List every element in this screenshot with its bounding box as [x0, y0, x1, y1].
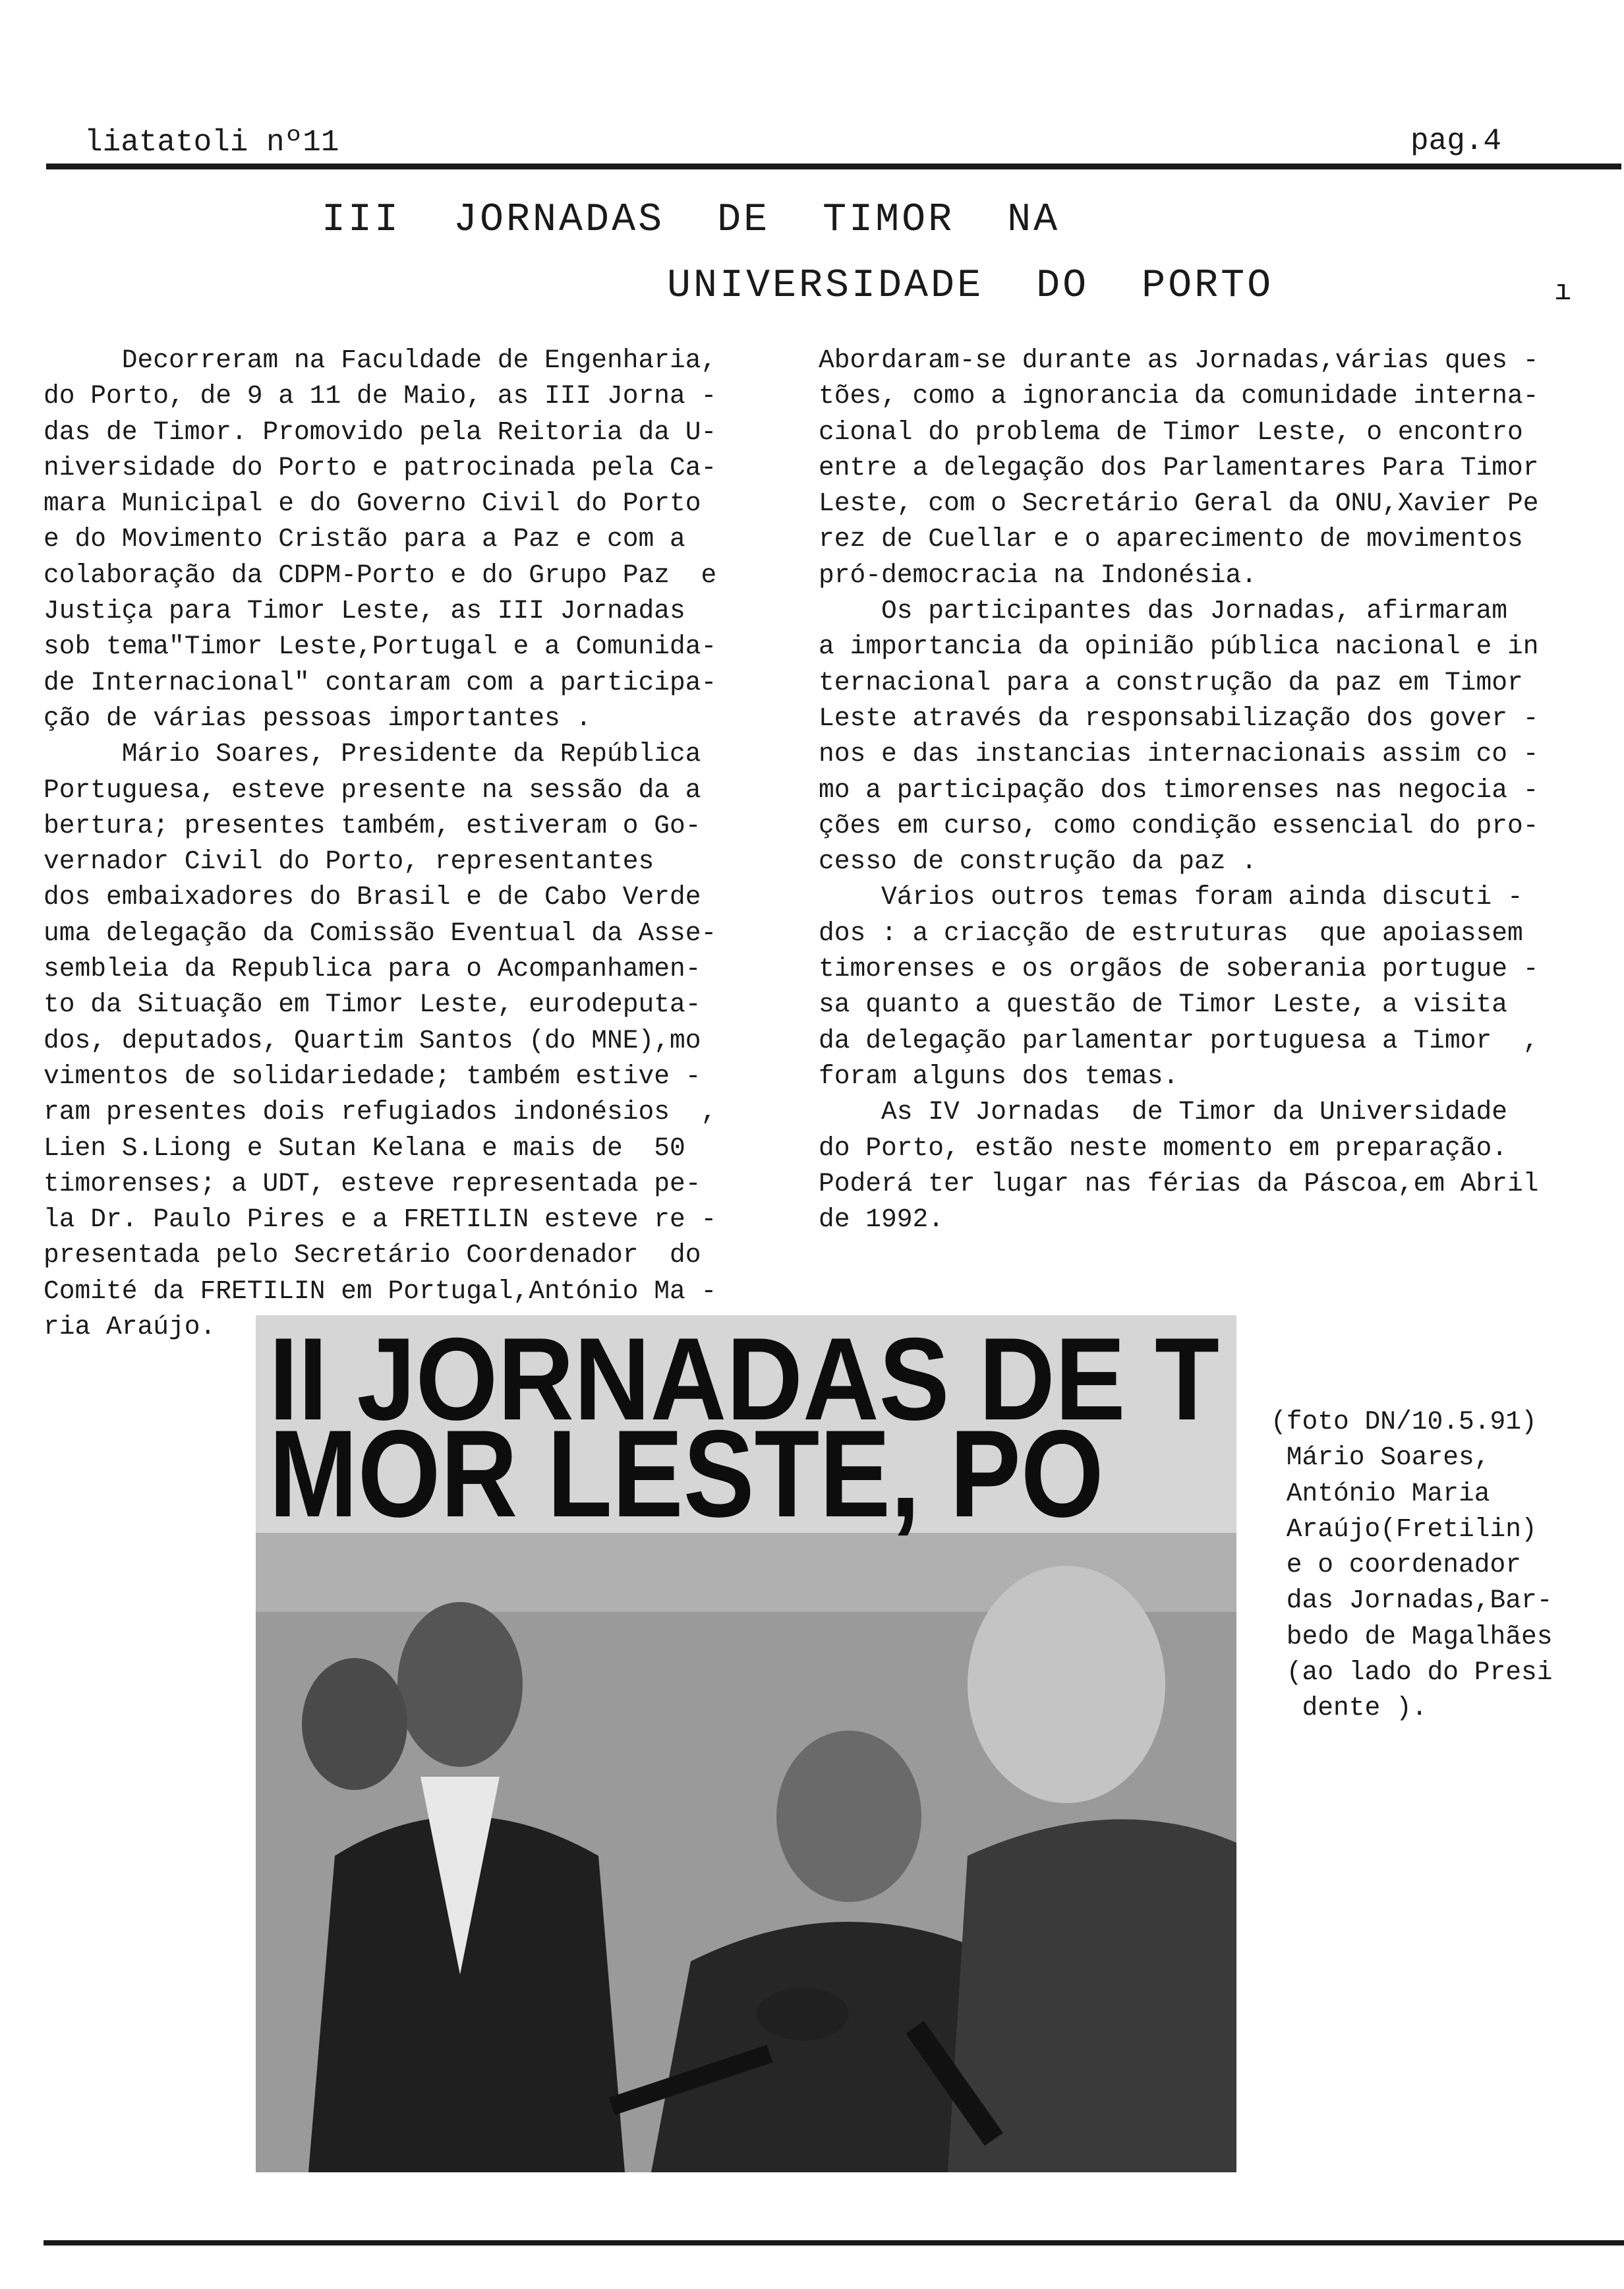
photo-banner-line-1: II JORNADAS DE T: [269, 1315, 1219, 1444]
article-title-line-2: UNIVERSIDADE DO PORTO: [667, 264, 1274, 309]
article-title-line-1: III JORNADAS DE TIMOR NA: [322, 198, 1060, 243]
publication-name: liatatoli nº11: [84, 125, 339, 160]
footer-rule: [44, 2240, 1624, 2245]
page-number: pag.4: [1410, 124, 1502, 158]
photo-caption: (foto DN/10.5.91) Mário Soares, António Maria Araújo(Fretilin) e o coordenador das Jornadas,Bar- bedo de Magalhães (ao lado do Presi dente ).: [1271, 1407, 1553, 1723]
header-rule: [46, 164, 1621, 169]
photo-banner-line-2: MOR LESTE, PO: [269, 1404, 1104, 1543]
article-column-right: Abordaram-se durante as Jornadas,várias ques - tões, como a ignorancia da comunidade interna- cional do problema de Timor Leste, o encontro entre a delegação dos Parlamentares Para Timor Leste, com o Secretário Geral da ONU,Xavier Pe rez de Cuellar e o aparecimento de movimentos pró-democracia na Indonésia. Os participantes das Jornadas, afirmaram a importancia da opinião pública nacional e in ternacional para a construção da paz em Timor Leste através da responsabilização dos gover - nos e das instancias internacionais assim co - mo a participação dos timorenses nas negocia - ções em curso, como condição essencial do pro- cesso de construção da paz . Vários outros temas foram ainda discuti - dos : a criacção de estruturas que apoiassem timorenses e os orgãos de soberania portugue - sa quanto a questão de Timor Leste, a visita da delegação parlamentar portuguesa a Timor , foram alguns dos temas. As IV Jornadas de Timor da Universidade do Porto, estão neste momento em preparação. Poderá ter lugar nas férias da Páscoa,em Abril de 1992.: [819, 345, 1539, 1235]
article-column-left: Decorreram na Faculdade de Engenharia, do Porto, de 9 a 11 de Maio, as III Jorna - das de Timor. Promovido pela Reitoria da U- niversidade do Porto e patrocinada pela Ca- mara Municipal e do Governo Civil do Porto e do Movimento Cristão para a Paz e com a colaboração da CDPM-Porto e do Grupo Paz e Justiça para Timor Leste, as III Jornadas sob tema"Timor Leste,Portugal e a Comunida- de Internacional" contaram com a participa- ção de várias pessoas importantes . Mário Soares, Presidente da República Portuguesa, esteve presente na sessão da a bertura; presentes também, estiveram o Go- vernador Civil do Porto, representantes dos embaixadores do Brasil e de Cabo Verde uma delegação da Comissão Eventual da Asse- sembleia da Republica para o Acompanhamen- to da Situação em Timor Leste, eurodeputa- dos, deputados, Quartim Santos (do MNE),mo vimentos de solidariedade; também estive - ram presentes dois refugiados indonésios , Lien S.Liong e Sutan Kelana e mais de 50 timorenses; a UDT, esteve representada pe- la Dr. Paulo Pires e a FRETILIN esteve re - presentada pelo Secretário Coordenador do Comité da FRETILIN em Portugal,António Ma - ria Araújo.: [44, 345, 717, 1342]
margin-mark: ı: [1554, 276, 1572, 309]
news-photo: [256, 1315, 1236, 2172]
